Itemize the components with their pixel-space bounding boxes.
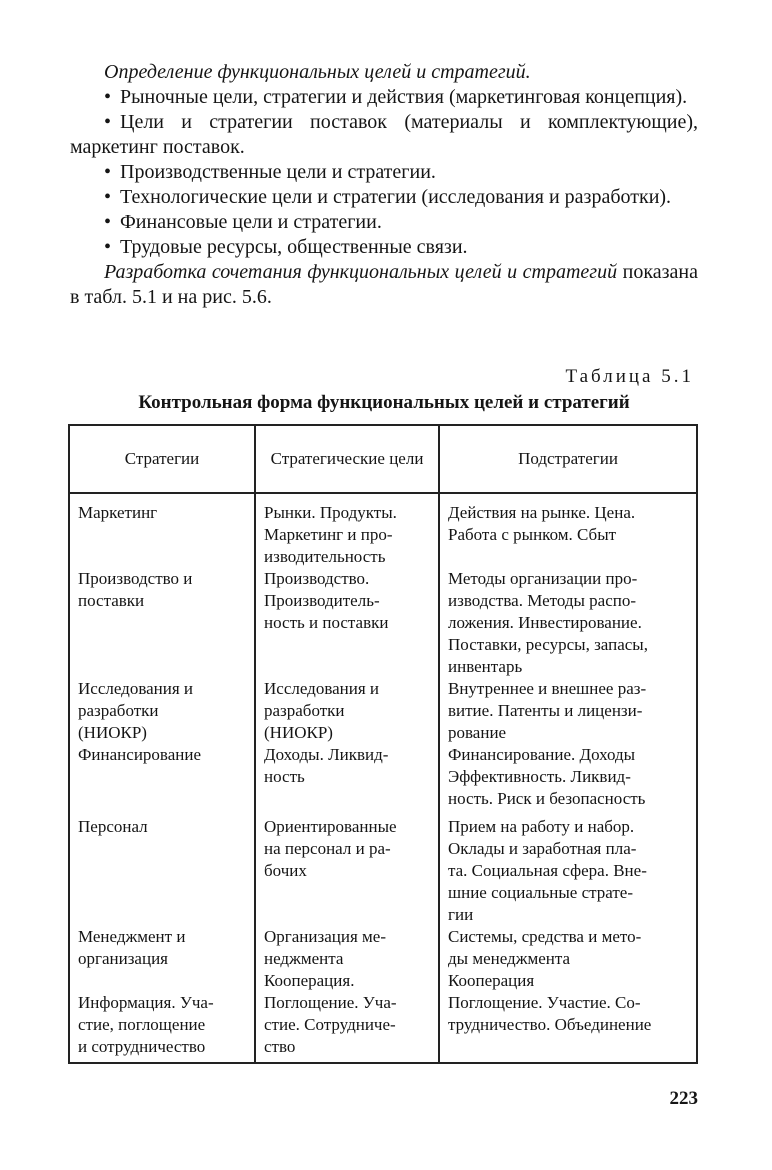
header-strategies: Стратегии (69, 425, 255, 493)
cell-goals: Ориентированные на персонал и ра- бочих (264, 817, 397, 880)
table-caption: Контрольная форма функциональных целей и стратегий (138, 392, 630, 413)
closing-plain: показана в табл. 5.1 и на рис. 5.6. (70, 261, 699, 308)
header-substrategies: Подстратегии (439, 425, 697, 493)
cell-strategy: Финансирование (78, 745, 202, 764)
intro-heading: Определение функциональных целей и стратегий. (104, 61, 531, 83)
table-header-row (69, 425, 697, 493)
table-label: Таблица 5.1 (565, 366, 694, 387)
cell-strategy: Персонал (78, 817, 148, 836)
bullet-text: Финансовые цели и стратегии. (120, 211, 382, 233)
cell-substrategies: Действия на рынке. Цена. Работа с рынком. Сбыт (448, 503, 636, 544)
bullet-text: Цели и стратегии поставок (материалы и комплектующие), маркетинг поставок. (70, 111, 698, 158)
bullet-icon: • (104, 86, 112, 108)
bullet-item (70, 160, 698, 185)
strategy-table (68, 424, 698, 1064)
cell-substrategies: Методы организации про- изводства. Методы распо- ложения. Инвестирование. Поставки, ресурсы, запасы, инвентарь (448, 569, 648, 676)
bullet-item (70, 185, 698, 210)
page-number: 223 (669, 1088, 698, 1109)
bullet-icon: • (104, 186, 112, 208)
cell-strategy: Менеджмент и организация (78, 927, 186, 968)
bullet-icon: • (104, 236, 112, 258)
cell-goals: Доходы. Ликвид- ность (264, 745, 389, 786)
cell-goals: Поглощение. Уча- стие. Сотрудниче- ство (264, 993, 397, 1056)
table-row (69, 926, 697, 992)
cell-substrategies: Внутреннее и внешнее раз- витие. Патенты и лицензи- рование (448, 679, 647, 742)
cell-strategy: Исследования и разработки (НИОКР) (78, 679, 194, 742)
table-row (69, 992, 697, 1063)
cell-strategy: Маркетинг (78, 503, 158, 522)
table-row (69, 568, 697, 678)
cell-goals: Исследования и разработки (НИОКР) (264, 679, 380, 742)
bullet-item (70, 235, 698, 260)
bullet-item (70, 210, 698, 235)
cell-substrategies: Системы, средства и мето- ды менеджмента Кооперация (448, 927, 642, 990)
bullet-item (70, 85, 698, 110)
bullet-text: Рыночные цели, стратегии и действия (маркетинговая концепция). (120, 86, 688, 108)
cell-strategy: Производство и поставки (78, 569, 193, 610)
bullet-text: Технологические цели и стратегии (исследования и разработки). (120, 186, 672, 208)
bullet-icon: • (104, 161, 112, 183)
cell-goals: Рынки. Продукты. Маркетинг и про- изводительность (264, 503, 397, 566)
bullet-icon: • (104, 111, 112, 133)
cell-goals: Организация ме- неджмента Кооперация. (264, 927, 386, 990)
table-row (69, 816, 697, 926)
intro-text (70, 60, 698, 310)
bullet-icon: • (104, 211, 112, 233)
bullet-text: Трудовые ресурсы, общественные связи. (120, 236, 468, 258)
bullet-item (70, 110, 698, 160)
cell-goals: Производство. Производитель- ность и поставки (264, 569, 389, 632)
cell-strategy: Информация. Уча- стие, поглощение и сотрудничество (78, 993, 214, 1056)
intro-closing (70, 260, 698, 310)
cell-substrategies: Поглощение. Участие. Со- трудничество. Объединение (448, 993, 652, 1034)
table-row (69, 493, 697, 568)
closing-italic: Разработка сочетания функциональных целей и стратегий (104, 261, 618, 283)
cell-substrategies: Прием на работу и набор. Оклады и заработная пла- та. Социальная сфера. Вне- шние социальные страте- гии (448, 817, 647, 924)
table-row (69, 744, 697, 816)
cell-substrategies: Финансирование. Доходы Эффективность. Ликвид- ность. Риск и безопасность (448, 745, 646, 808)
bullet-text: Производственные цели и стратегии. (120, 161, 436, 183)
header-goals: Стратегические цели (255, 425, 439, 493)
table-row (69, 678, 697, 744)
